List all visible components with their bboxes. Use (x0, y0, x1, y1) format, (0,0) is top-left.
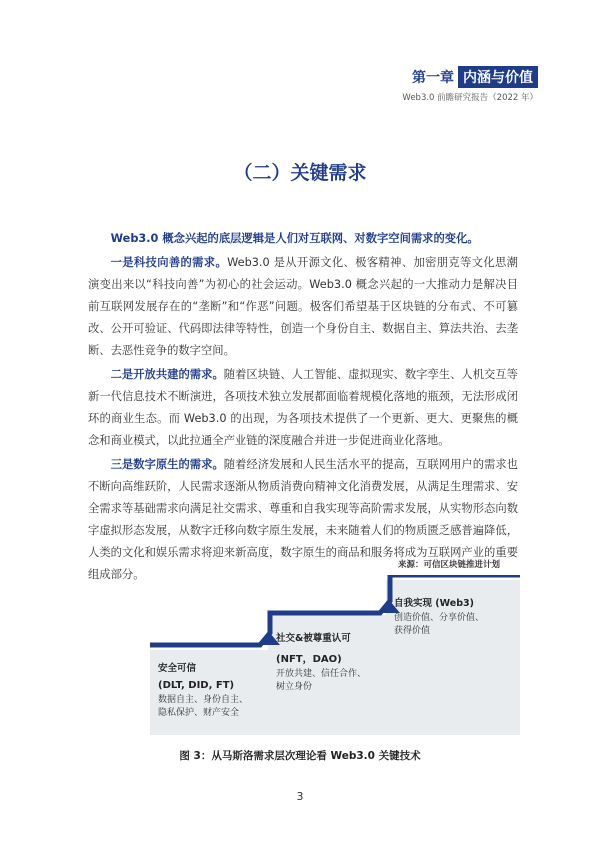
level-3-desc-line-1: 创造价值、分享价值、 (394, 613, 485, 623)
lead-paragraph: Web3.0 概念兴起的底层逻辑是人们对互联网、对数字空间需求的变化。 (110, 232, 479, 245)
level-3-label (394, 595, 484, 638)
paragraph-1-text: Web3.0 是从开源文化、极客精神、加密朋克等文化思潮演变出来以“科技向善”为初心的社会运动。Web3.0 概念兴起的一大推动力是解决目前互联网发展存在的“垄断”和“作恶”问题。极客们希望基于区块链的分布式、不可篡改、公开可验证、代码即法律等特性，创造一个身份自主、数据自主、算法共治、去垄断、去恶性竞争的数字空间。 (88, 256, 518, 357)
paragraph-2-highlight: 二是开放共建的需求。 (110, 368, 224, 381)
chapter-title: 内涵与价值 (458, 66, 538, 88)
level-1-sub: (DLT, DID, FT) (158, 680, 235, 691)
page-number: 3 (296, 790, 304, 803)
chapter-line (402, 66, 538, 88)
level-3-desc-line-2: 获得价值 (394, 626, 431, 636)
figure-caption: 图 3：从马斯洛需求层次理论看 Web3.0 关键技术 (179, 750, 421, 762)
figure-source: 来源：可信区块链推进计划 (397, 560, 500, 570)
level-2-sub: (NFT，DAO) (276, 654, 342, 665)
paragraph-3-text: 随着经济发展和人民生活水平的提高，互联网用户的需求也不断向高维跃阶，人民需求逐渐从物质消费向精神文化消费发展，从满足生理需求、安全需求等基础需求向满足社交需求、尊重和自我实现等高阶需求发展，从实物形态向数字虚拟形态发展，从数字迁移向数字原生发展，未来随着人们的物质匮乏感普遍降低，人类的文化和娱乐需求将迎来新高度，数字原生的商品和服务将成为互联网产业的重要组成部分。 (88, 458, 518, 581)
chapter-label: 第一章 (412, 70, 454, 86)
level-2-label (276, 630, 366, 694)
level-2-desc-line-2: 树立身份 (276, 682, 313, 692)
page-header (402, 66, 538, 103)
level-1-label (158, 660, 248, 720)
section-title: （二）关键需求 (233, 162, 367, 184)
paragraph-3-highlight: 三是数字原生的需求。 (110, 458, 224, 471)
body-text (88, 228, 518, 588)
level-1-desc-line-2: 隐私保护、财产安全 (158, 708, 240, 718)
level-1-desc (158, 694, 248, 720)
level-3-desc (394, 612, 484, 638)
level-2-desc (276, 668, 366, 694)
paragraph-1-highlight: 一是科技向善的需求。 (110, 256, 228, 269)
paragraph-2 (88, 364, 518, 452)
maslow-staircase-diagram (150, 575, 530, 735)
paragraph-2-text: 随着区块链、人工智能、虚拟现实、数字孪生、人机交互等新一代信息技术不断演进，各项技术独立发展都面临着规模化落地的瓶颈，无法形成闭环的商业生态。而 Web3.0 的出现，为各项技术提供了一个更新、更大、更聚焦的概念和商业模式，以此拉通全产业链的深度融合并进一步促进商业化落地。 (88, 368, 518, 447)
level-3-title: 自我实现 (Web3) (394, 598, 474, 609)
report-name: Web3.0 前瞻研究报告（2022 年） (402, 93, 538, 103)
level-1-title: 安全可信 (158, 663, 197, 674)
level-2-desc-line-1: 开放共建、信任合作、 (276, 669, 367, 679)
level-1-desc-line-1: 数据自主、身份自主、 (158, 695, 249, 705)
paragraph-1 (88, 252, 518, 362)
level-2-title: 社交&被尊重认可 (276, 633, 351, 644)
